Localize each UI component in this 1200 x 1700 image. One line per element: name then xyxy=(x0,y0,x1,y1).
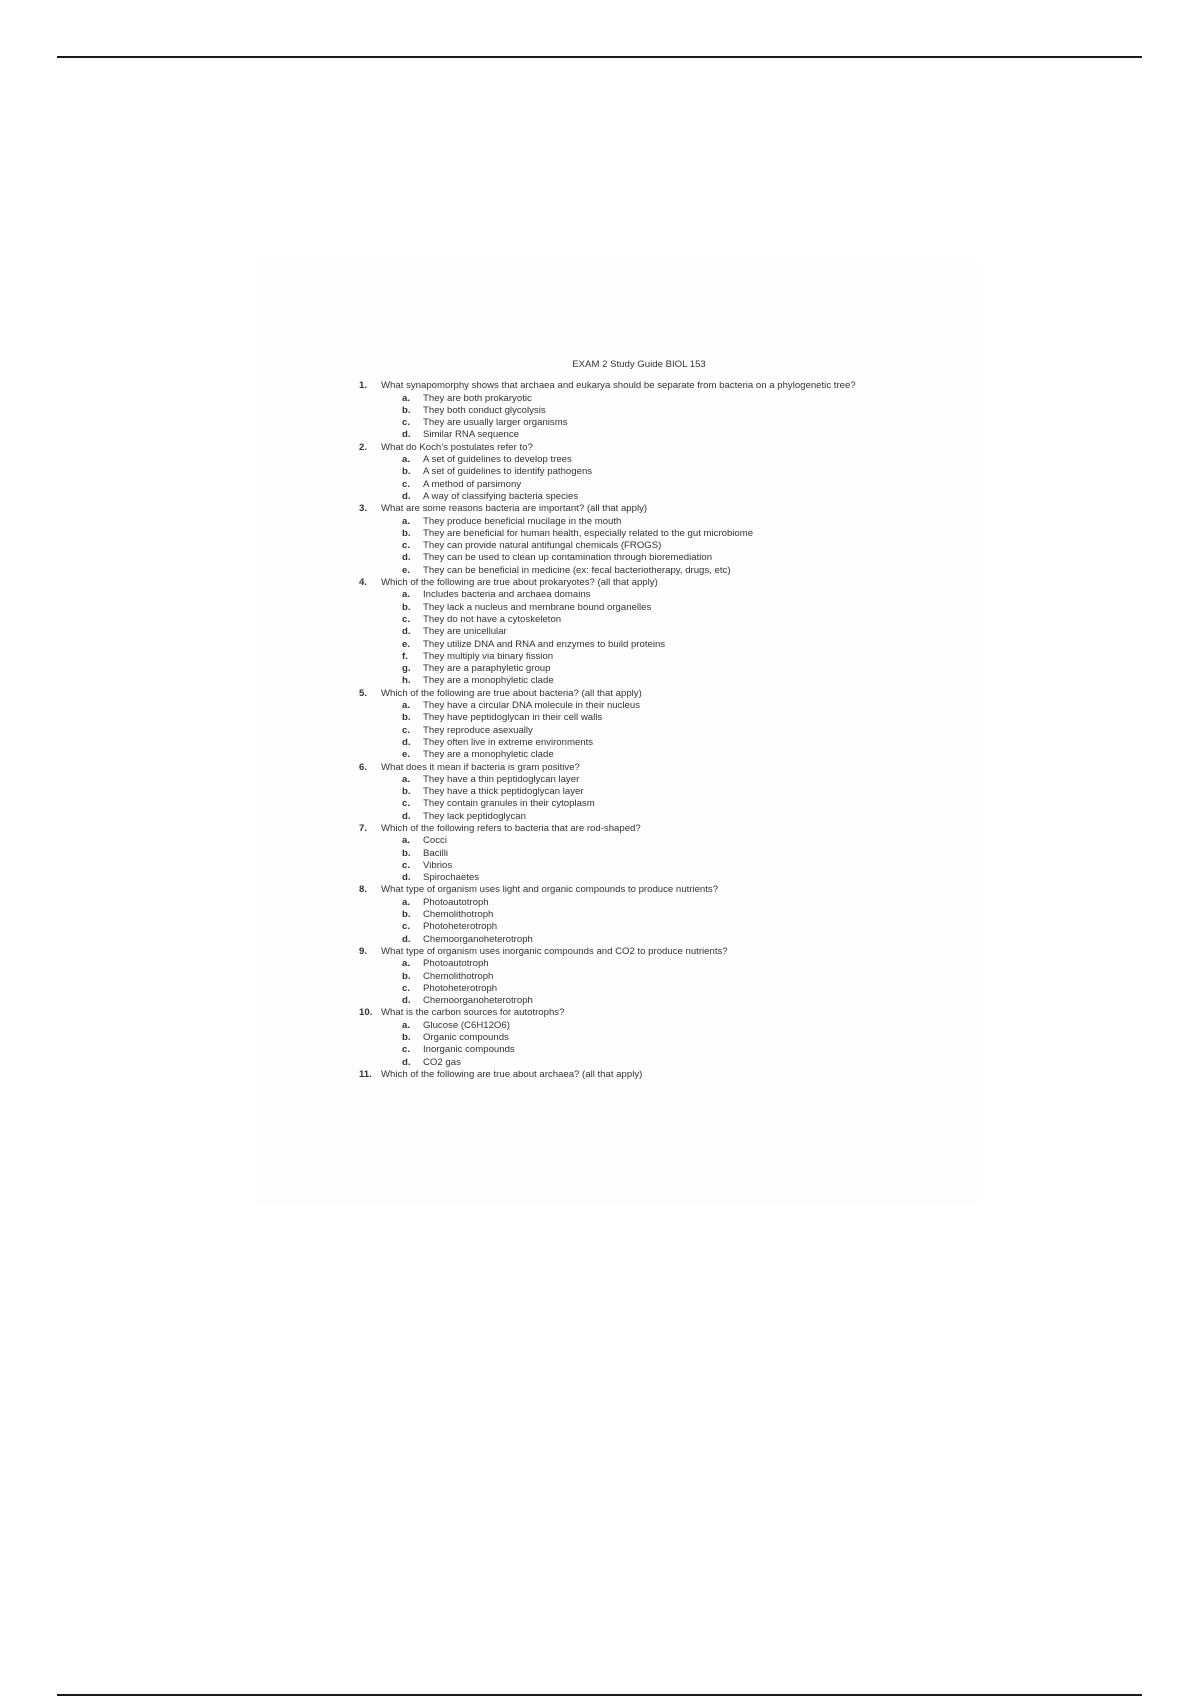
answer-option xyxy=(359,540,919,552)
question-number: 8. xyxy=(359,884,368,896)
question-item xyxy=(359,503,919,577)
option-text: They multiply via binary fission xyxy=(423,650,554,662)
option-text: A way of classifying bacteria species xyxy=(423,490,579,502)
question-text: What are some reasons bacteria are important? (all that apply) xyxy=(381,503,648,515)
question-text: Which of the following are true about prokaryotes? (all that apply) xyxy=(381,577,658,589)
answer-option xyxy=(359,466,919,478)
question-number: 9. xyxy=(359,945,368,957)
option-letter: e. xyxy=(402,749,411,761)
study-guide xyxy=(359,359,919,1081)
option-letter: b. xyxy=(402,527,411,539)
option-text: They are a paraphyletic group xyxy=(423,663,551,675)
question-row xyxy=(359,503,919,515)
option-text: Cocci xyxy=(423,835,447,847)
option-text: They are beneficial for human health, especially related to the gut microbiome xyxy=(423,527,754,539)
option-text: Vibrios xyxy=(423,859,453,871)
question-number: 7. xyxy=(359,822,368,834)
option-letter: d. xyxy=(402,626,411,638)
option-letter: c. xyxy=(402,478,411,490)
answer-option xyxy=(359,971,919,983)
option-letter: a. xyxy=(402,835,411,847)
answer-option xyxy=(359,872,919,884)
answer-option xyxy=(359,848,919,860)
question-number: 3. xyxy=(359,503,368,515)
option-letter: a. xyxy=(402,773,411,785)
option-letter: d. xyxy=(402,1056,411,1068)
answer-option xyxy=(359,1032,919,1044)
bottom-rule xyxy=(57,1694,1142,1696)
option-text: They have a thick peptidoglycan layer xyxy=(423,786,584,798)
question-number: 10. xyxy=(359,1007,373,1019)
answer-option xyxy=(359,921,919,933)
option-text: They lack peptidoglycan xyxy=(423,810,526,822)
option-text: A method of parsimony xyxy=(423,478,522,490)
answer-option xyxy=(359,909,919,921)
answer-option xyxy=(359,737,919,749)
option-text: Photoheterotroph xyxy=(423,982,498,994)
page-title: EXAM 2 Study Guide BIOL 153 xyxy=(572,359,706,370)
option-text: Chemoorganoheterotroph xyxy=(423,933,533,945)
option-text: Chemolithotroph xyxy=(423,909,494,921)
option-letter: c. xyxy=(402,417,411,429)
option-text: Photoautotroph xyxy=(423,958,489,970)
option-letter: d. xyxy=(402,995,411,1007)
question-text: What do Koch’s postulates refer to? xyxy=(381,441,533,453)
option-text: Bacilli xyxy=(423,847,449,859)
question-number: 1. xyxy=(359,380,368,392)
answer-option xyxy=(359,811,919,823)
question-row xyxy=(359,442,919,454)
option-text: They are usually larger organisms xyxy=(423,417,568,429)
answer-option xyxy=(359,417,919,429)
option-letter: a. xyxy=(402,515,411,527)
answer-option xyxy=(359,897,919,909)
question-text: Which of the following refers to bacteria that are rod-shaped? xyxy=(381,822,641,834)
option-text: They are a monophyletic clade xyxy=(423,749,554,761)
option-letter: d. xyxy=(402,810,411,822)
answer-option xyxy=(359,798,919,810)
question-number: 11. xyxy=(359,1068,372,1080)
question-item xyxy=(359,1007,919,1068)
option-text: They can provide natural antifungal chemicals (FROGS) xyxy=(423,540,662,552)
answer-option xyxy=(359,663,919,675)
answer-option xyxy=(359,675,919,687)
answer-option xyxy=(359,602,919,614)
option-letter: b. xyxy=(402,786,411,798)
option-letter: c. xyxy=(402,798,411,810)
option-text: Chemoorganoheterotroph xyxy=(423,995,533,1007)
option-text: Includes bacteria and archaea domains xyxy=(423,589,591,601)
option-letter: a. xyxy=(402,392,411,404)
option-letter: a. xyxy=(402,896,411,908)
option-text: They often live in extreme environments xyxy=(423,736,594,748)
option-text: Organic compounds xyxy=(423,1032,509,1044)
option-letter: d. xyxy=(402,933,411,945)
option-text: A set of guidelines to develop trees xyxy=(423,454,572,466)
answer-option xyxy=(359,786,919,798)
answer-option xyxy=(359,1044,919,1056)
option-letter: d. xyxy=(402,736,411,748)
answer-option xyxy=(359,995,919,1007)
option-letter: b. xyxy=(402,1032,411,1044)
option-text: CO2 gas xyxy=(423,1056,461,1068)
option-text: Photoautotroph xyxy=(423,896,489,908)
question-number: 6. xyxy=(359,761,368,773)
option-letter: b. xyxy=(402,404,411,416)
answer-option xyxy=(359,712,919,724)
question-text: What does it mean if bacteria is gram positive? xyxy=(381,761,580,773)
question-list xyxy=(359,380,919,1081)
option-letter: c. xyxy=(402,982,411,994)
answer-option xyxy=(359,589,919,601)
option-letter: d. xyxy=(402,490,411,502)
option-letter: f. xyxy=(402,650,408,662)
option-text: They both conduct glycolysis xyxy=(423,404,546,416)
question-number: 4. xyxy=(359,577,368,589)
option-text: They have peptidoglycan in their cell walls xyxy=(423,712,603,724)
option-text: Glucose (C6H12O6) xyxy=(423,1019,510,1031)
answer-option xyxy=(359,725,919,737)
option-text: Similar RNA sequence xyxy=(423,429,519,441)
answer-option xyxy=(359,774,919,786)
question-item xyxy=(359,762,919,823)
answer-option xyxy=(359,479,919,491)
answer-option xyxy=(359,1057,919,1069)
question-number: 5. xyxy=(359,687,368,699)
answer-option xyxy=(359,565,919,577)
question-row xyxy=(359,688,919,700)
question-item xyxy=(359,1069,919,1081)
answer-option xyxy=(359,1020,919,1032)
question-item xyxy=(359,688,919,762)
question-item xyxy=(359,884,919,945)
option-text: They have a circular DNA molecule in their nucleus xyxy=(423,700,641,712)
answer-option xyxy=(359,934,919,946)
option-text: Chemolithotroph xyxy=(423,970,494,982)
option-letter: b. xyxy=(402,847,411,859)
question-text: What is the carbon sources for autotrophs? xyxy=(381,1007,565,1019)
top-rule xyxy=(57,56,1142,58)
option-text: They can be beneficial in medicine (ex: fecal bacteriotherapy, drugs, etc) xyxy=(423,564,731,576)
option-letter: d. xyxy=(402,872,411,884)
answer-option xyxy=(359,700,919,712)
question-item xyxy=(359,823,919,884)
option-text: They can be used to clean up contamination through bioremediation xyxy=(423,552,713,564)
option-text: They utilize DNA and RNA and enzymes to build proteins xyxy=(423,638,666,650)
question-text: What synapomorphy shows that archaea and eukarya should be separate from bacteria on a phylogenetic tree? xyxy=(381,380,856,392)
answer-option xyxy=(359,429,919,441)
option-letter: c. xyxy=(402,1044,411,1056)
answer-option xyxy=(359,639,919,651)
question-row xyxy=(359,577,919,589)
answer-option xyxy=(359,614,919,626)
question-row xyxy=(359,823,919,835)
option-text: Inorganic compounds xyxy=(423,1044,515,1056)
option-text: Photoheterotroph xyxy=(423,921,498,933)
question-row xyxy=(359,884,919,896)
option-letter: a. xyxy=(402,700,411,712)
question-row xyxy=(359,946,919,958)
option-letter: d. xyxy=(402,429,411,441)
option-letter: e. xyxy=(402,638,411,650)
option-text: They produce beneficial mucilage in the mouth xyxy=(423,515,622,527)
option-text: They contain granules in their cytoplasm xyxy=(423,798,595,810)
option-letter: b. xyxy=(402,466,411,478)
option-letter: c. xyxy=(402,724,411,736)
option-letter: a. xyxy=(402,1019,411,1031)
question-row xyxy=(359,1069,919,1081)
option-letter: b. xyxy=(402,909,411,921)
answer-option xyxy=(359,983,919,995)
option-text: They are both prokaryotic xyxy=(423,392,532,404)
option-letter: b. xyxy=(402,970,411,982)
question-text: Which of the following are true about bacteria? (all that apply) xyxy=(381,687,642,699)
question-item xyxy=(359,380,919,441)
option-letter: a. xyxy=(402,589,411,601)
answer-option xyxy=(359,405,919,417)
question-item xyxy=(359,577,919,688)
option-letter: h. xyxy=(402,675,411,687)
option-letter: g. xyxy=(402,663,411,675)
answer-option xyxy=(359,958,919,970)
option-letter: b. xyxy=(402,601,411,613)
option-text: They reproduce asexually xyxy=(423,724,533,736)
answer-option xyxy=(359,491,919,503)
answer-option xyxy=(359,516,919,528)
option-text: A set of guidelines to identify pathogens xyxy=(423,466,593,478)
question-row xyxy=(359,1007,919,1019)
answer-option xyxy=(359,651,919,663)
answer-option xyxy=(359,835,919,847)
question-text: What type of organism uses light and organic compounds to produce nutrients? xyxy=(381,884,719,896)
option-letter: c. xyxy=(402,921,411,933)
option-letter: b. xyxy=(402,712,411,724)
answer-option xyxy=(359,393,919,405)
option-text: They do not have a cytoskeleton xyxy=(423,613,562,625)
option-letter: d. xyxy=(402,552,411,564)
option-letter: c. xyxy=(402,613,411,625)
question-row xyxy=(359,762,919,774)
answer-option xyxy=(359,552,919,564)
question-text: What type of organism uses inorganic compounds and CO2 to produce nutrients? xyxy=(381,945,728,957)
option-text: Spirochaetes xyxy=(423,872,479,884)
question-item xyxy=(359,946,919,1007)
option-letter: a. xyxy=(402,958,411,970)
answer-option xyxy=(359,528,919,540)
option-letter: c. xyxy=(402,540,411,552)
answer-option xyxy=(359,749,919,761)
question-text: Which of the following are true about archaea? (all that apply) xyxy=(381,1068,643,1080)
option-letter: c. xyxy=(402,859,411,871)
option-text: They have a thin peptidoglycan layer xyxy=(423,773,580,785)
option-text: They are unicellular xyxy=(423,626,507,638)
question-item xyxy=(359,442,919,503)
option-text: They are a monophyletic clade xyxy=(423,675,554,687)
answer-option xyxy=(359,626,919,638)
answer-option xyxy=(359,860,919,872)
option-text: They lack a nucleus and membrane bound organelles xyxy=(423,601,652,613)
option-letter: e. xyxy=(402,564,411,576)
question-row xyxy=(359,380,919,392)
option-letter: a. xyxy=(402,454,411,466)
question-number: 2. xyxy=(359,441,368,453)
answer-option xyxy=(359,454,919,466)
